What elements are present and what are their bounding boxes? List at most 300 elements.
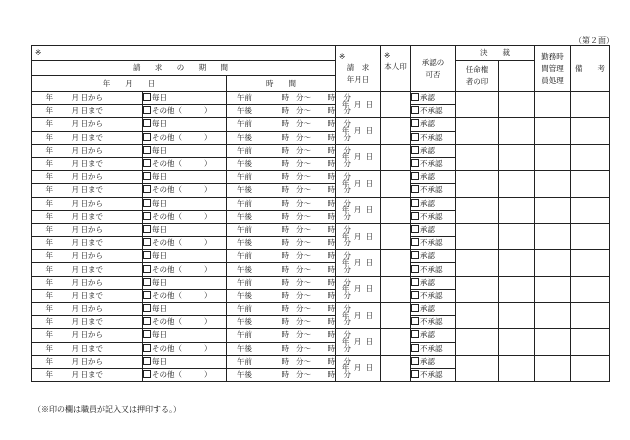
date-from-cell[interactable] xyxy=(32,197,143,210)
checkbox-icon[interactable] xyxy=(143,106,151,114)
seal-cell[interactable] xyxy=(381,92,411,118)
checkbox-icon[interactable] xyxy=(411,291,419,299)
seal-cell[interactable] xyxy=(381,329,411,355)
time-to-cell[interactable] xyxy=(227,237,351,250)
checkbox-icon[interactable] xyxy=(411,225,419,233)
other-option[interactable] xyxy=(143,342,227,355)
other-option[interactable] xyxy=(143,157,227,170)
hour-label: 時 xyxy=(327,211,335,221)
hour-label: 時 xyxy=(281,317,289,327)
pm-label: 午後 xyxy=(237,132,252,142)
checkbox-icon[interactable] xyxy=(143,225,151,233)
every-day-option[interactable] xyxy=(143,276,227,289)
appointer-seal-cell[interactable] xyxy=(456,303,499,329)
minute-from-label: 分〜 xyxy=(296,93,311,103)
disapprove-label: 不承認 xyxy=(420,370,443,380)
approve-option[interactable] xyxy=(411,171,456,184)
hour-label: 時 xyxy=(327,185,335,195)
month-label: 月 xyxy=(71,304,79,314)
remarks-cell[interactable] xyxy=(571,276,610,302)
time-from-cell[interactable] xyxy=(227,118,351,131)
request-date-cell[interactable]: 年 月 日 xyxy=(336,92,381,118)
day-from-label: 日から xyxy=(80,172,103,182)
hour-label: 時 xyxy=(281,172,289,182)
other-option[interactable] xyxy=(143,316,227,329)
hour-label: 時 xyxy=(327,93,335,103)
appointer-seal-cell[interactable] xyxy=(456,329,499,355)
attendance-cell[interactable] xyxy=(535,329,571,355)
date-to-cell[interactable] xyxy=(32,184,143,197)
date-to-cell[interactable] xyxy=(32,342,143,355)
checkbox-icon[interactable] xyxy=(411,304,419,312)
remarks-cell[interactable] xyxy=(571,250,610,276)
day-from-label: 日から xyxy=(80,277,103,287)
attendance-cell[interactable] xyxy=(535,92,571,118)
attendance-cell[interactable] xyxy=(535,118,571,144)
every-day-option[interactable] xyxy=(143,329,227,342)
month-label: 月 xyxy=(71,159,79,169)
checkbox-icon[interactable] xyxy=(411,317,419,325)
day-from-label: 日から xyxy=(80,145,103,155)
other-close-label: ） xyxy=(204,238,212,248)
other-option[interactable] xyxy=(143,210,227,223)
time-to-cell[interactable] xyxy=(227,263,351,276)
remarks-cell[interactable] xyxy=(571,303,610,329)
remarks-cell[interactable] xyxy=(571,355,610,381)
time-to-cell[interactable] xyxy=(227,342,351,355)
other-option[interactable] xyxy=(143,368,227,381)
checkbox-icon[interactable] xyxy=(143,212,151,220)
time-from-cell[interactable] xyxy=(227,355,351,368)
request-date-cell[interactable]: 年 月 日 xyxy=(336,329,381,355)
disapprove-option[interactable] xyxy=(411,210,456,223)
checkbox-icon[interactable] xyxy=(143,304,151,312)
every-day-option[interactable] xyxy=(143,171,227,184)
other-option[interactable] xyxy=(143,131,227,144)
minute-label: 分 xyxy=(343,172,351,182)
year-label: 年 xyxy=(45,106,53,116)
approve-option[interactable] xyxy=(411,118,456,131)
every-day-option[interactable] xyxy=(143,223,227,236)
seal-cell[interactable] xyxy=(381,276,411,302)
disapprove-option[interactable] xyxy=(411,316,456,329)
hour-label: 時 xyxy=(281,238,289,248)
approve-option[interactable] xyxy=(411,197,456,210)
date-to-cell[interactable] xyxy=(32,316,143,329)
remarks-cell[interactable] xyxy=(571,171,610,197)
attendance-cell[interactable] xyxy=(535,197,571,223)
minute-label: 分 xyxy=(343,290,351,300)
attendance-cell[interactable] xyxy=(535,276,571,302)
checkbox-icon[interactable] xyxy=(143,291,151,299)
day-to-label: 日まで xyxy=(80,317,103,327)
checkbox-icon[interactable] xyxy=(143,278,151,286)
appointer-seal-cell[interactable] xyxy=(456,250,499,276)
decision-blank-cell[interactable] xyxy=(499,171,535,197)
attendance-cell[interactable] xyxy=(535,355,571,381)
minute-from-label: 分〜 xyxy=(296,370,311,380)
date-to-cell[interactable] xyxy=(32,368,143,381)
checkbox-icon[interactable] xyxy=(411,265,419,273)
seal-cell[interactable] xyxy=(381,171,411,197)
approve-label: 承認 xyxy=(420,304,436,314)
checkbox-icon[interactable] xyxy=(143,357,151,365)
disapprove-label: 不承認 xyxy=(420,211,443,221)
date-from-cell[interactable] xyxy=(32,303,143,316)
other-label: その他（ xyxy=(152,159,182,169)
other-option[interactable] xyxy=(143,289,227,302)
day-from-label: 日から xyxy=(80,251,103,261)
checkbox-icon[interactable] xyxy=(411,330,419,338)
checkbox-icon[interactable] xyxy=(143,133,151,141)
checkbox-icon[interactable] xyxy=(143,119,151,127)
checkbox-icon[interactable] xyxy=(143,317,151,325)
day-to-label: 日まで xyxy=(80,159,103,169)
month-label: 月 xyxy=(71,185,79,195)
disapprove-option[interactable] xyxy=(411,131,456,144)
decision-blank-cell[interactable] xyxy=(499,118,535,144)
seal-cell[interactable] xyxy=(381,303,411,329)
minute-label: 分 xyxy=(343,185,351,195)
remarks-cell[interactable] xyxy=(571,92,610,118)
time-from-cell[interactable] xyxy=(227,171,351,184)
every-day-option[interactable] xyxy=(143,303,227,316)
hour-label: 時 xyxy=(281,224,289,234)
disapprove-option[interactable] xyxy=(411,184,456,197)
hour-label: 時 xyxy=(281,93,289,103)
other-close-label: ） xyxy=(204,159,212,169)
date-to-cell[interactable] xyxy=(32,131,143,144)
year-label: 年 xyxy=(45,330,53,340)
time-from-cell[interactable] xyxy=(227,92,351,105)
other-option[interactable] xyxy=(143,105,227,118)
attendance-cell[interactable] xyxy=(535,171,571,197)
decision-blank-cell[interactable] xyxy=(499,303,535,329)
checkbox-icon[interactable] xyxy=(411,199,419,207)
month-label: 月 xyxy=(71,330,79,340)
approve-option[interactable] xyxy=(411,92,456,105)
appointer-seal-cell[interactable] xyxy=(456,197,499,223)
request-date-cell[interactable]: 年 月 日 xyxy=(336,223,381,249)
appointer-seal-cell[interactable] xyxy=(456,171,499,197)
year-label: 年 xyxy=(45,370,53,380)
other-close-label: ） xyxy=(204,106,212,116)
time-from-cell[interactable] xyxy=(227,144,351,157)
seal-cell[interactable] xyxy=(381,250,411,276)
disapprove-label: 不承認 xyxy=(420,343,443,353)
pm-label: 午後 xyxy=(237,317,252,327)
disapprove-option[interactable] xyxy=(411,157,456,170)
am-label: 午前 xyxy=(237,224,252,234)
every-day-option[interactable] xyxy=(143,144,227,157)
other-close-label: ） xyxy=(204,317,212,327)
approve-label: 承認 xyxy=(420,356,436,366)
checkbox-icon[interactable] xyxy=(411,159,419,167)
time-to-cell[interactable] xyxy=(227,131,351,144)
date-from-cell[interactable] xyxy=(32,329,143,342)
month-label: 月 xyxy=(71,356,79,366)
date-to-cell[interactable] xyxy=(32,237,143,250)
decision-blank-cell[interactable] xyxy=(499,276,535,302)
checkbox-icon[interactable] xyxy=(143,251,151,259)
approval-header xyxy=(411,46,456,92)
pm-label: 午後 xyxy=(237,185,252,195)
hour-label: 時 xyxy=(281,290,289,300)
hour-label: 時 xyxy=(327,132,335,142)
day-to-label: 日まで xyxy=(80,211,103,221)
approve-label: 承認 xyxy=(420,93,436,103)
request-date-cell[interactable]: 年 月 日 xyxy=(336,171,381,197)
other-close-label: ） xyxy=(204,264,212,274)
pm-label: 午後 xyxy=(237,370,252,380)
decision-blank-cell[interactable] xyxy=(499,144,535,170)
every-day-label: 毎日 xyxy=(152,172,167,182)
day-from-label: 日から xyxy=(80,304,103,314)
checkbox-icon[interactable] xyxy=(143,265,151,273)
appointer-seal-cell[interactable] xyxy=(456,355,499,381)
other-close-label: ） xyxy=(204,132,212,142)
minute-label: 分 xyxy=(343,370,351,380)
date-from-cell[interactable] xyxy=(32,223,143,236)
every-day-option[interactable] xyxy=(143,197,227,210)
attendance-cell[interactable] xyxy=(535,303,571,329)
disapprove-option[interactable] xyxy=(411,342,456,355)
checkbox-icon[interactable] xyxy=(411,146,419,154)
minute-from-label: 分〜 xyxy=(296,185,311,195)
appointer-seal-cell[interactable] xyxy=(456,118,499,144)
minute-label: 分 xyxy=(343,198,351,208)
day-to-label: 日まで xyxy=(80,132,103,142)
remarks-cell[interactable] xyxy=(571,329,610,355)
decision-blank-header xyxy=(499,61,535,92)
decision-blank-cell[interactable] xyxy=(499,355,535,381)
day-from-label: 日から xyxy=(80,198,103,208)
other-option[interactable] xyxy=(143,184,227,197)
decision-blank-cell[interactable] xyxy=(499,223,535,249)
checkbox-icon[interactable] xyxy=(143,159,151,167)
date-to-cell[interactable] xyxy=(32,289,143,302)
disapprove-label: 不承認 xyxy=(420,317,443,327)
approve-option[interactable] xyxy=(411,223,456,236)
minute-from-label: 分〜 xyxy=(296,119,311,129)
date-to-cell[interactable] xyxy=(32,210,143,223)
hour-label: 時 xyxy=(327,224,335,234)
disapprove-label: 不承認 xyxy=(420,238,443,248)
hour-label: 時 xyxy=(281,264,289,274)
time-from-cell[interactable] xyxy=(227,250,351,263)
other-label: その他（ xyxy=(152,370,182,380)
checkbox-icon[interactable] xyxy=(143,185,151,193)
approve-label: 承認 xyxy=(420,251,436,261)
checkbox-icon[interactable] xyxy=(411,344,419,352)
every-day-option[interactable] xyxy=(143,250,227,263)
other-close-label: ） xyxy=(204,343,212,353)
year-label: 年 xyxy=(45,145,53,155)
disapprove-option[interactable] xyxy=(411,368,456,381)
checkbox-icon[interactable] xyxy=(143,344,151,352)
checkbox-icon[interactable] xyxy=(411,133,419,141)
attendance-cell[interactable] xyxy=(535,223,571,249)
time-from-cell[interactable] xyxy=(227,223,351,236)
time-from-cell[interactable] xyxy=(227,303,351,316)
request-date-cell[interactable]: 年 月 日 xyxy=(336,144,381,170)
approve-option[interactable] xyxy=(411,276,456,289)
checkbox-icon[interactable] xyxy=(411,357,419,365)
checkbox-icon[interactable] xyxy=(411,278,419,286)
checkbox-icon[interactable] xyxy=(411,185,419,193)
remarks-cell[interactable] xyxy=(571,223,610,249)
every-day-label: 毎日 xyxy=(152,119,167,129)
hour-label: 時 xyxy=(281,185,289,195)
date-from-cell[interactable] xyxy=(32,276,143,289)
appointer-seal-cell[interactable] xyxy=(456,92,499,118)
checkbox-icon[interactable] xyxy=(143,238,151,246)
appointer-header xyxy=(456,61,499,92)
time-from-cell[interactable] xyxy=(227,197,351,210)
attendance-header-line1: 勤務時 xyxy=(541,51,564,61)
time-from-cell[interactable] xyxy=(227,329,351,342)
checkbox-icon[interactable] xyxy=(143,93,151,101)
pm-label: 午後 xyxy=(237,106,252,116)
checkbox-icon[interactable] xyxy=(411,212,419,220)
checkbox-icon[interactable] xyxy=(143,146,151,154)
disapprove-option[interactable] xyxy=(411,105,456,118)
disapprove-option[interactable] xyxy=(411,263,456,276)
minute-label: 分 xyxy=(343,330,351,340)
pm-label: 午後 xyxy=(237,211,252,221)
appointer-seal-cell[interactable] xyxy=(456,144,499,170)
time-to-cell[interactable] xyxy=(227,210,351,223)
appointer-seal-cell[interactable] xyxy=(456,276,499,302)
seal-header-label: 本人印 xyxy=(384,61,407,71)
decision-blank-cell[interactable] xyxy=(499,329,535,355)
checkbox-icon[interactable] xyxy=(411,93,419,101)
pm-label: 午後 xyxy=(237,343,252,353)
month-label: 月 xyxy=(71,172,79,182)
time-to-cell[interactable] xyxy=(227,105,351,118)
checkbox-icon[interactable] xyxy=(411,370,419,378)
am-label: 午前 xyxy=(237,145,252,155)
date-from-cell[interactable] xyxy=(32,118,143,131)
disapprove-option[interactable] xyxy=(411,289,456,302)
date-from-cell[interactable] xyxy=(32,171,143,184)
remarks-cell[interactable] xyxy=(571,144,610,170)
every-day-option[interactable] xyxy=(143,92,227,105)
minute-label: 分 xyxy=(343,238,351,248)
date-from-cell[interactable] xyxy=(32,355,143,368)
time-to-cell[interactable] xyxy=(227,316,351,329)
seal-cell[interactable] xyxy=(381,223,411,249)
mark-asterisk: ※ xyxy=(339,51,346,61)
page-label: （第２面） xyxy=(574,36,614,45)
checkbox-icon[interactable] xyxy=(143,199,151,207)
every-day-option[interactable] xyxy=(143,118,227,131)
decision-blank-cell[interactable] xyxy=(499,197,535,223)
request-date-cell[interactable]: 年 月 日 xyxy=(336,276,381,302)
checkbox-icon[interactable] xyxy=(411,106,419,114)
time-to-cell[interactable] xyxy=(227,368,351,381)
month-label: 月 xyxy=(71,370,79,380)
minute-from-label: 分〜 xyxy=(296,330,311,340)
am-label: 午前 xyxy=(237,172,252,182)
checkbox-icon[interactable] xyxy=(143,172,151,180)
month-label: 月 xyxy=(71,238,79,248)
remarks-cell[interactable] xyxy=(571,197,610,223)
decision-blank-cell[interactable] xyxy=(499,92,535,118)
checkbox-icon[interactable] xyxy=(143,370,151,378)
attendance-cell[interactable] xyxy=(535,250,571,276)
approve-label: 承認 xyxy=(420,224,436,234)
checkbox-icon[interactable] xyxy=(411,172,419,180)
checkbox-icon[interactable] xyxy=(143,330,151,338)
seal-cell[interactable] xyxy=(381,197,411,223)
minute-label: 分 xyxy=(343,304,351,314)
approve-option[interactable] xyxy=(411,144,456,157)
seal-cell[interactable] xyxy=(381,355,411,381)
month-label: 月 xyxy=(71,251,79,261)
date-from-cell[interactable] xyxy=(32,144,143,157)
date-from-cell[interactable] xyxy=(32,92,143,105)
minute-label: 分 xyxy=(343,317,351,327)
pm-label: 午後 xyxy=(237,159,252,169)
request-date-cell[interactable]: 年 月 日 xyxy=(336,303,381,329)
time-to-cell[interactable] xyxy=(227,157,351,170)
disapprove-label: 不承認 xyxy=(420,290,443,300)
time-to-cell[interactable] xyxy=(227,289,351,302)
day-from-label: 日から xyxy=(80,330,103,340)
approve-option[interactable] xyxy=(411,329,456,342)
other-close-label: ） xyxy=(204,185,212,195)
other-option[interactable] xyxy=(143,263,227,276)
request-date-cell[interactable]: 年 月 日 xyxy=(336,250,381,276)
minute-from-label: 分〜 xyxy=(296,317,311,327)
seal-cell[interactable] xyxy=(381,118,411,144)
appointer-seal-cell[interactable] xyxy=(456,223,499,249)
approve-option[interactable] xyxy=(411,303,456,316)
disapprove-option[interactable] xyxy=(411,237,456,250)
checkbox-icon[interactable] xyxy=(411,251,419,259)
time-to-cell[interactable] xyxy=(227,184,351,197)
date-to-cell[interactable] xyxy=(32,263,143,276)
every-day-option[interactable] xyxy=(143,355,227,368)
other-label: その他（ xyxy=(152,211,182,221)
date-to-cell[interactable] xyxy=(32,157,143,170)
checkbox-icon[interactable] xyxy=(411,238,419,246)
minute-label: 分 xyxy=(343,356,351,366)
other-option[interactable] xyxy=(143,237,227,250)
minute-from-label: 分〜 xyxy=(296,277,311,287)
disapprove-label: 不承認 xyxy=(420,159,443,169)
request-date-cell[interactable]: 年 月 日 xyxy=(336,355,381,381)
attendance-cell[interactable] xyxy=(535,144,571,170)
request-date-cell[interactable]: 年 月 日 xyxy=(336,118,381,144)
seal-cell[interactable] xyxy=(381,144,411,170)
every-day-label: 毎日 xyxy=(152,198,167,208)
date-to-cell[interactable] xyxy=(32,105,143,118)
time-from-cell[interactable] xyxy=(227,276,351,289)
approve-option[interactable] xyxy=(411,250,456,263)
approve-option[interactable] xyxy=(411,355,456,368)
other-label: その他（ xyxy=(152,317,182,327)
date-from-cell[interactable] xyxy=(32,250,143,263)
year-label: 年 xyxy=(45,343,53,353)
am-label: 午前 xyxy=(237,119,252,129)
decision-blank-cell[interactable] xyxy=(499,250,535,276)
request-date-cell[interactable]: 年 月 日 xyxy=(336,197,381,223)
disapprove-label: 不承認 xyxy=(420,106,443,116)
remarks-cell[interactable] xyxy=(571,118,610,144)
checkbox-icon[interactable] xyxy=(411,119,419,127)
